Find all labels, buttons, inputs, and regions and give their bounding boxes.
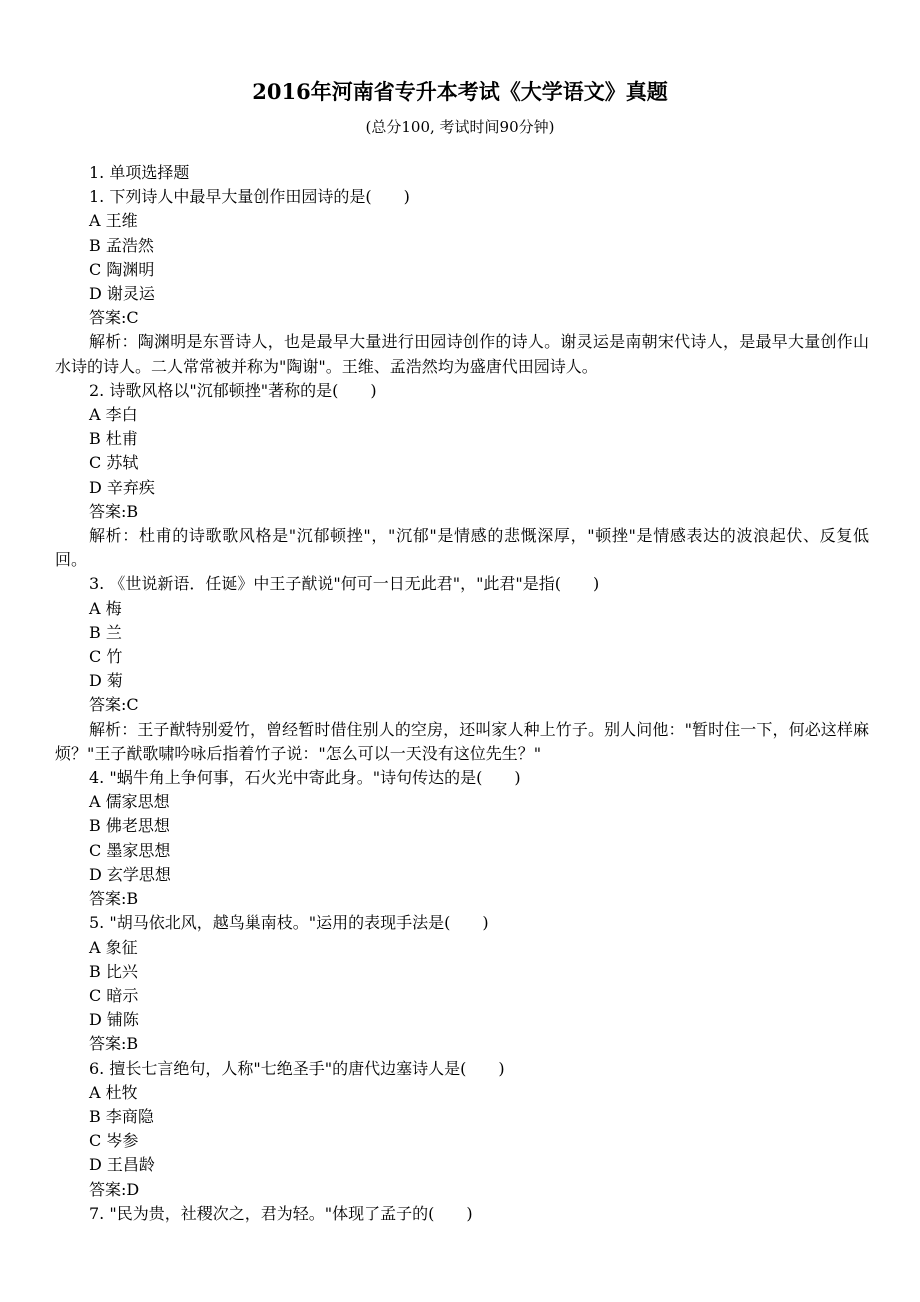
question-block xyxy=(55,1202,869,1226)
answer-line: 答案:B xyxy=(89,501,139,521)
option-b: B 杜甫 xyxy=(89,429,138,449)
question-stem: 1. 下列诗人中最早大量创作田园诗的是( ) xyxy=(89,187,410,207)
analysis-paragraph: 解析：陶渊明是东晋诗人，也是最早大量进行田园诗创作的诗人。谢灵运是南朝宋代诗人，是最早大量创作山水诗的诗人。二人常常被并称为"陶谢"。王维、孟浩然均为盛唐代田园诗人。 xyxy=(55,332,869,376)
analysis-paragraph: 解析：王子猷特别爱竹，曾经暂时借住别人的空房，还叫家人种上竹子。别人问他："暂时住一下，何必这样麻烦？"王子猷歌啸吟咏后指着竹子说："怎么可以一天没有这位先生？" xyxy=(55,719,869,763)
question-block xyxy=(55,911,869,1056)
question-block xyxy=(55,185,869,379)
question-stem: 2. 诗歌风格以"沉郁顿挫"著称的是( ) xyxy=(89,380,377,400)
answer-line: 答案:C xyxy=(89,695,139,715)
option-d: D 辛弃疾 xyxy=(89,477,155,497)
option-d: D 王昌龄 xyxy=(89,1155,155,1175)
option-d: D 铺陈 xyxy=(89,1010,139,1030)
question-block xyxy=(55,766,869,911)
question-block xyxy=(55,1057,869,1202)
option-c: C 竹 xyxy=(89,647,123,667)
question-stem: 3. 《世说新语．任诞》中王子猷说"何可一日无此君"，"此君"是指( ) xyxy=(89,574,600,594)
question-stem: 5. "胡马依北风，越鸟巢南枝。"运用的表现手法是( ) xyxy=(89,913,489,933)
option-b: B 孟浩然 xyxy=(89,235,154,255)
answer-line: 答案:D xyxy=(89,1179,140,1199)
question-block xyxy=(55,572,869,766)
answer-line: 答案:B xyxy=(89,889,139,909)
analysis-paragraph: 解析：杜甫的诗歌歌风格是"沉郁顿挫"，"沉郁"是情感的悲慨深厚，"顿挫"是情感表达的波浪起伏、反复低回。 xyxy=(55,526,869,570)
question-block xyxy=(55,379,869,573)
option-b: B 兰 xyxy=(89,622,122,642)
answer-line: 答案:C xyxy=(89,308,139,328)
option-d: D 谢灵运 xyxy=(89,284,155,304)
option-c: C 苏轼 xyxy=(89,453,139,473)
option-b: B 佛老思想 xyxy=(89,816,170,836)
exam-content xyxy=(55,161,869,1226)
section-heading: 1. 单项选择题 xyxy=(89,163,190,182)
page-title: 2016年河南省专升本考试《大学语文》真题 xyxy=(252,79,668,104)
option-a: A 梅 xyxy=(89,598,122,618)
option-a: A 象征 xyxy=(89,937,138,957)
option-c: C 暗示 xyxy=(89,985,139,1005)
option-a: A 李白 xyxy=(89,405,138,425)
option-d: D 菊 xyxy=(89,671,123,691)
question-stem: 4. "蜗牛角上争何事，石火光中寄此身。"诗句传达的是( ) xyxy=(89,768,521,788)
answer-line: 答案:B xyxy=(89,1034,139,1054)
question-stem: 6. 擅长七言绝句，人称"七绝圣手"的唐代边塞诗人是( ) xyxy=(89,1058,505,1078)
page-subtitle: (总分100, 考试时间90分钟) xyxy=(365,118,555,136)
option-b: B 比兴 xyxy=(89,961,138,981)
option-c: C 陶渊明 xyxy=(89,259,155,279)
option-c: C 墨家思想 xyxy=(89,840,171,860)
option-a: A 王维 xyxy=(89,211,138,231)
option-c: C 岑参 xyxy=(89,1131,139,1151)
question-stem: 7. "民为贵，社稷次之，君为轻。"体现了孟子的( ) xyxy=(89,1203,473,1223)
option-b: B 李商隐 xyxy=(89,1106,154,1126)
option-a: A 儒家思想 xyxy=(89,792,170,812)
option-a: A 杜牧 xyxy=(89,1082,138,1102)
option-d: D 玄学思想 xyxy=(89,864,171,884)
